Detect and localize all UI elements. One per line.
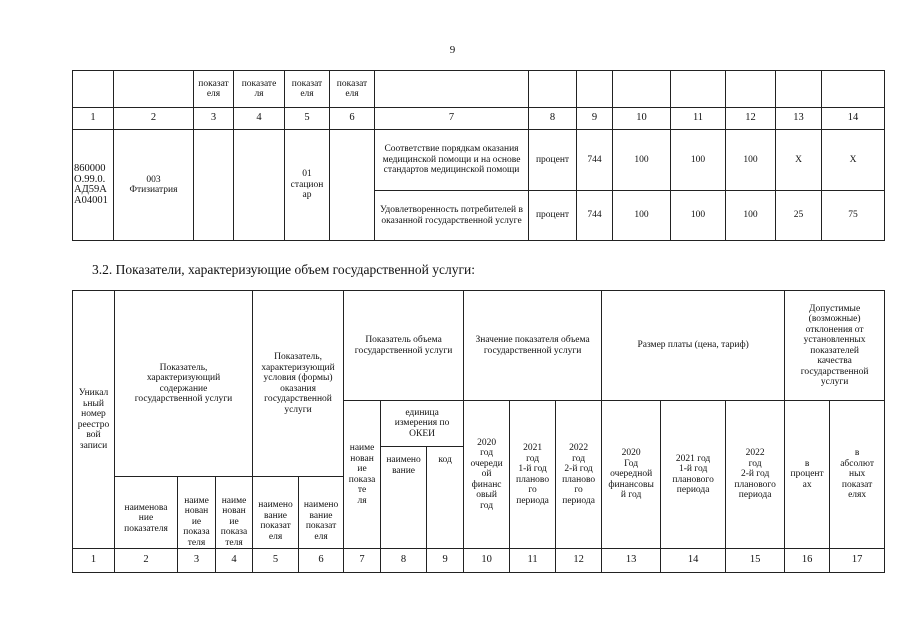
header-unit-name: наимено вание — [381, 447, 427, 549]
header-indicator-cell: показат еля — [194, 71, 234, 108]
unit-name: процент — [529, 191, 577, 241]
volume-indicators-table — [72, 290, 885, 573]
header-row — [73, 291, 885, 401]
header-deviation: Допустимые (возможные) отклонения от установленных показателей качества государственной услуги — [785, 291, 885, 401]
registry-number: 860000 О.99.0. АД59А А04001 — [73, 130, 114, 241]
column-number: 6 — [299, 549, 344, 573]
column-number: 17 — [830, 549, 885, 573]
column-number: 6 — [330, 108, 375, 130]
header-value: Значение показателя объема государственной услуги — [464, 291, 602, 401]
indicator-name: Соответствие порядкам оказания медицинской помощи и на основе стандартов медицинской помощи — [375, 130, 529, 191]
column-number: 9 — [577, 108, 613, 130]
header-value-2021: 2021 год 1-й год планово го периода — [510, 401, 556, 549]
column-number: 2 — [115, 549, 178, 573]
value-2020: 100 — [613, 130, 671, 191]
header-percent: в процент ах — [785, 401, 830, 549]
column-number: 12 — [556, 549, 602, 573]
value-2021: 100 — [671, 191, 726, 241]
page-number: 9 — [449, 44, 456, 56]
service-content: 003 Фтизиатрия — [114, 130, 194, 241]
column-number: 11 — [671, 108, 726, 130]
header-value-2022: 2022 год 2-й год планово го периода — [556, 401, 602, 549]
column-number: 9 — [427, 549, 464, 573]
deviation-percent: Х — [776, 130, 822, 191]
column-number: 2 — [114, 108, 194, 130]
quality-indicators-table — [72, 70, 885, 241]
unit-code: 744 — [577, 130, 613, 191]
header-conditions: Показатель, характеризующий условия (формы) оказания государственной услуги — [253, 291, 344, 477]
column-number: 1 — [73, 108, 114, 130]
column-number: 1 — [73, 549, 115, 573]
unit-code: 744 — [577, 191, 613, 241]
header-indicator-cell: наиме нован ие показа теля — [178, 477, 216, 549]
column-number: 13 — [776, 108, 822, 130]
header-indicator-cell: наимено вание показат еля — [253, 477, 299, 549]
column-number: 4 — [216, 549, 253, 573]
column-number: 5 — [253, 549, 299, 573]
column-number: 8 — [381, 549, 427, 573]
header-code: код — [427, 447, 464, 549]
header-fee-2022: 2022 год 2-й год планового периода — [726, 401, 785, 549]
value-2021: 100 — [671, 130, 726, 191]
column-number: 5 — [285, 108, 330, 130]
column-number: 14 — [822, 108, 885, 130]
column-number: 7 — [344, 549, 381, 573]
header-indicator-cell: показат еля — [330, 71, 375, 108]
column-number: 11 — [510, 549, 556, 573]
service-condition: 01 стацион ар — [285, 130, 330, 241]
deviation-absolute: Х — [822, 130, 885, 191]
header-value-2020: 2020 год очереди ой финанс овый год — [464, 401, 510, 549]
header-unit: единица измерения по ОКЕИ — [381, 401, 464, 447]
column-number: 16 — [785, 549, 830, 573]
header-indicator-cell: показате ля — [234, 71, 285, 108]
header-absolute: в абсолют ных показат елях — [830, 401, 885, 549]
value-2022: 100 — [726, 130, 776, 191]
table-row — [73, 130, 885, 191]
unit-name: процент — [529, 130, 577, 191]
deviation-absolute: 75 — [822, 191, 885, 241]
header-fee-2021: 2021 год 1-й год планового периода — [661, 401, 726, 549]
column-numbers-row — [73, 549, 885, 573]
header-row — [73, 71, 885, 108]
header-indicator-cell: наименова ние показателя — [115, 477, 178, 549]
header-indicator-cell: наиме нован ие показа теля — [216, 477, 253, 549]
column-number: 8 — [529, 108, 577, 130]
column-number: 3 — [178, 549, 216, 573]
header-indicator-cell: показат еля — [285, 71, 330, 108]
indicator-name: Удовлетворенность потребителей в оказанной государственной услуге — [375, 191, 529, 241]
column-number: 14 — [661, 549, 726, 573]
value-2020: 100 — [613, 191, 671, 241]
column-number: 15 — [726, 549, 785, 573]
column-number: 4 — [234, 108, 285, 130]
header-unique-number: Уникал ьный номер реестро вой записи — [73, 291, 115, 549]
column-numbers-row — [73, 108, 885, 130]
header-content: Показатель, характеризующий содержание государственной услуги — [115, 291, 253, 477]
section-title: 3.2. Показатели, характеризующие объем государственной услуги: — [92, 262, 475, 277]
column-number: 7 — [375, 108, 529, 130]
column-number: 10 — [613, 108, 671, 130]
header-fee-2020: 2020 Год очередной финансовы й год — [602, 401, 661, 549]
header-fee: Размер платы (цена, тариф) — [602, 291, 785, 401]
header-indicator-cell: наимено вание показат еля — [299, 477, 344, 549]
column-number: 12 — [726, 108, 776, 130]
column-number: 3 — [194, 108, 234, 130]
header-indicator-name: наиме нован ие показа те ля — [344, 401, 381, 549]
column-number: 10 — [464, 549, 510, 573]
header-volume: Показатель объема государственной услуги — [344, 291, 464, 401]
column-number: 13 — [602, 549, 661, 573]
value-2022: 100 — [726, 191, 776, 241]
deviation-percent: 25 — [776, 191, 822, 241]
